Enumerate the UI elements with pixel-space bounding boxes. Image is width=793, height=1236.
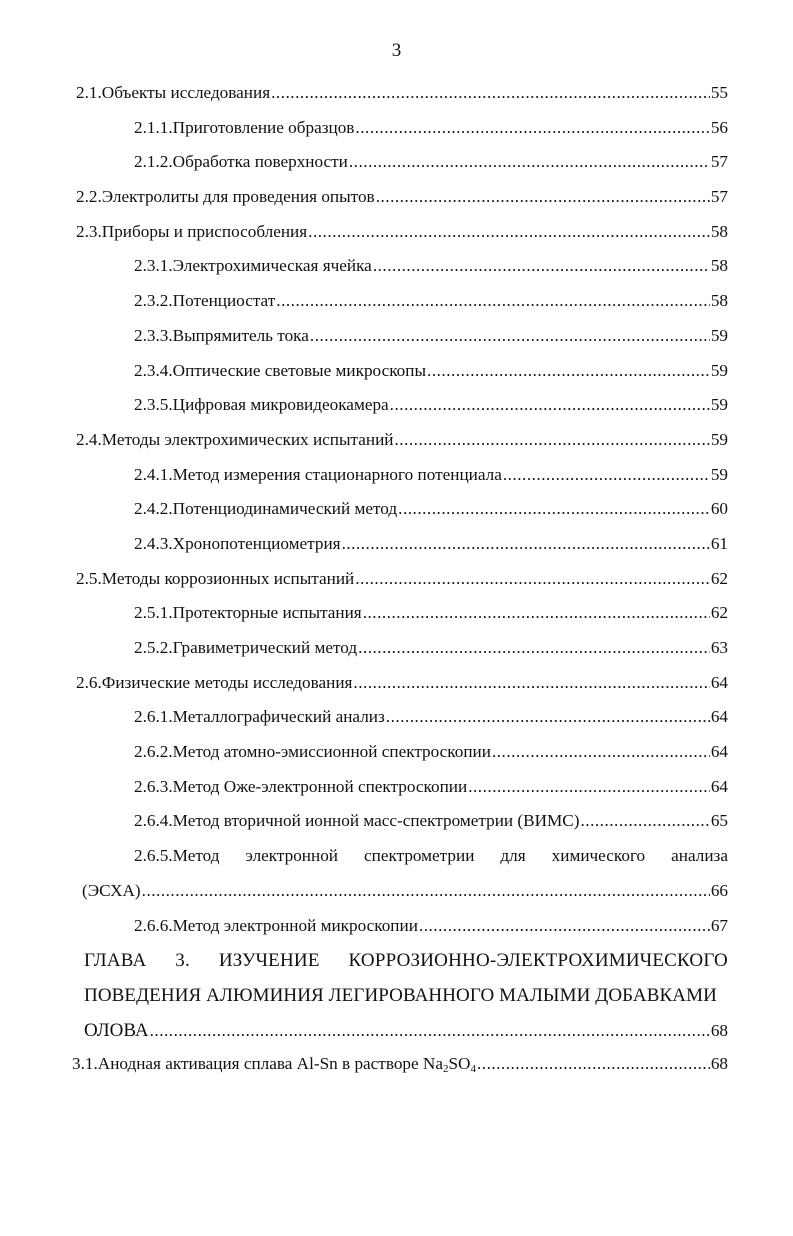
- toc-entry-text: 2.3.2.Потенциостат: [134, 291, 276, 311]
- toc-leader-dots: [492, 742, 710, 762]
- toc-entry-text: 2.6.3.Метод Оже-электронной спектроскопии: [134, 776, 468, 796]
- toc-entry-page: 68: [710, 1054, 728, 1074]
- chapter-word: КОРРОЗИОННО-ЭЛЕКТРОХИМИЧЕСКОГО: [348, 950, 728, 972]
- toc-entry-text: 2.6.4.Метод вторичной ионной масс-спектрометрии (ВИМС): [134, 811, 580, 831]
- toc-entry-text: 2.3.3.Выпрямитель тока: [134, 325, 309, 345]
- toc-leader-dots: [150, 1021, 710, 1041]
- toc-entry-text: 2.2.Электролиты для проведения опытов: [76, 187, 375, 207]
- toc-entry-page: 57: [710, 187, 728, 207]
- toc-leader-dots: [394, 430, 709, 450]
- toc-entry: [76, 569, 728, 604]
- toc-leader-dots: [276, 291, 710, 311]
- chapter-word: ИЗУЧЕНИЕ: [218, 950, 320, 972]
- chapter-3-heading-line3: [76, 1020, 728, 1055]
- toc-leader-dots: [503, 465, 710, 485]
- toc-entry-2-6-5-line1: [76, 846, 728, 881]
- toc-entry-page: 58: [710, 256, 728, 276]
- toc-entry: [76, 430, 728, 465]
- toc-entry: [76, 222, 728, 257]
- toc-entry-text: 2.6.2.Метод атомно-эмиссионной спектроскопии: [134, 742, 491, 762]
- toc-leader-dots: [349, 152, 710, 172]
- toc-entry-3-1: [72, 1054, 728, 1089]
- toc-word: 2.6.5.Метод: [134, 846, 220, 866]
- toc-entry-text: 2.3.Приборы и приспособления: [76, 221, 308, 241]
- toc-entry-page: 65: [710, 811, 728, 831]
- toc-entry-page: 58: [710, 291, 728, 311]
- toc-entry-page: 64: [710, 707, 728, 727]
- toc-entry-page: 59: [710, 464, 728, 484]
- toc-entry-page: 59: [710, 360, 728, 380]
- toc-entries: [76, 83, 728, 846]
- toc-entry-text: 2.5.1.Протекторные испытания: [134, 603, 362, 623]
- toc-entry: [76, 673, 728, 708]
- toc-leader-dots: [363, 603, 710, 623]
- toc-leader-dots: [427, 361, 710, 381]
- toc-entry-text: 2.3.1.Электрохимическая ячейка: [134, 256, 372, 276]
- toc-entry-page: 64: [710, 776, 728, 796]
- toc-entry-text-prefix: 3.1.Анодная активация сплава Al-Sn в растворе Na: [72, 1054, 443, 1074]
- toc-entry-page: 68: [710, 1020, 728, 1040]
- page-number: 3: [391, 40, 402, 61]
- toc-entry-text: 2.3.4.Оптические световые микроскопы: [134, 360, 427, 380]
- toc-word: анализа: [671, 846, 728, 866]
- toc-entry-page: 62: [710, 568, 728, 588]
- toc-entry-page: 59: [710, 395, 728, 415]
- toc-entry: [76, 395, 728, 430]
- toc-entry-page: 64: [710, 672, 728, 692]
- toc-leader-dots: [342, 534, 710, 554]
- toc-leader-dots: [271, 83, 710, 103]
- toc-entry-page: 63: [710, 638, 728, 657]
- toc-leader-dots: [308, 222, 710, 242]
- toc-entry-text: 2.1.2.Обработка поверхности: [134, 152, 348, 172]
- toc-entry-page: 66: [710, 880, 728, 900]
- toc-entry-page: 59: [710, 325, 728, 345]
- toc-entry-text: 2.1.Объекты исследования: [76, 83, 271, 102]
- toc-word: химического: [551, 846, 646, 866]
- toc-leader-dots: [373, 256, 710, 276]
- toc-entry-text: 2.6.1.Металлографический анализ: [134, 707, 385, 727]
- toc-leader-dots: [355, 118, 709, 138]
- toc-entry-text: 2.4.Методы электрохимических испытаний: [76, 429, 394, 449]
- toc-leader-dots: [390, 395, 710, 415]
- toc-entry-2-6-5-line2: [76, 881, 728, 916]
- toc-entry: [76, 83, 728, 118]
- toc-entry: [76, 742, 728, 777]
- toc-leader-dots: [468, 777, 710, 797]
- toc-entry: [76, 811, 728, 846]
- toc-leader-dots: [353, 673, 709, 693]
- toc-leader-dots: [355, 569, 710, 589]
- toc-entry: [76, 326, 728, 361]
- toc-leader-dots: [477, 1054, 710, 1074]
- toc-entry-page: 57: [710, 152, 728, 172]
- toc-leader-dots: [358, 638, 710, 658]
- toc-entry: [76, 361, 728, 396]
- toc-entry-text: (ЭСХА): [82, 880, 141, 900]
- toc-entry-page: 62: [710, 603, 728, 623]
- chapter-3-heading-line2: ПОВЕДЕНИЯ АЛЮМИНИЯ ЛЕГИРОВАННОГО МАЛЫМИ ДОБАВКАМИ: [84, 984, 717, 1006]
- toc-entry: [76, 777, 728, 812]
- toc-entry-text: 2.6.Физические методы исследования: [76, 672, 353, 692]
- toc-entry-text-mid: SO: [448, 1054, 471, 1074]
- toc-entry-page: 58: [710, 221, 728, 241]
- toc-entry: [76, 256, 728, 291]
- toc-leader-dots: [419, 916, 710, 936]
- toc-entry: [76, 118, 728, 153]
- toc-leader-dots: [580, 811, 709, 831]
- toc-entry-text: ОЛОВА: [84, 1019, 149, 1041]
- chapter-word: ГЛАВА: [84, 950, 147, 972]
- toc-entry-text: 2.3.5.Цифровая микровидеокамера: [134, 395, 389, 415]
- toc-entry: [76, 465, 728, 500]
- toc-entry: [76, 603, 728, 638]
- toc-entry-text: 2.4.1.Метод измерения стационарного потенциала: [134, 464, 502, 484]
- toc-entry: [76, 534, 728, 569]
- toc-entry-text: 2.1.1.Приготовление образцов: [134, 117, 355, 137]
- chapter-3-heading-line1: [76, 950, 728, 985]
- toc-entry-page: 67: [710, 915, 728, 935]
- toc-entry-2-6-6: [76, 916, 728, 951]
- toc-entry: [76, 187, 728, 222]
- toc-leader-dots: [142, 881, 710, 901]
- toc-entry-text: 2.5.Методы коррозионных испытаний: [76, 568, 355, 588]
- toc-leader-dots: [310, 326, 710, 346]
- toc-entry-text: [72, 1054, 476, 1074]
- toc-leader-dots: [398, 499, 710, 519]
- subscript: 4: [470, 1063, 476, 1076]
- toc-entry: [76, 499, 728, 534]
- toc-word: электронной: [245, 846, 338, 866]
- toc-entry-page: 56: [710, 117, 728, 137]
- toc-entry: [76, 291, 728, 326]
- table-of-contents: [72, 83, 728, 1089]
- toc-word: для: [500, 846, 526, 866]
- toc-entry: [76, 152, 728, 187]
- toc-entry-page: 61: [710, 533, 728, 553]
- toc-entry: [76, 638, 728, 673]
- toc-entry-text: 2.4.3.Хронопотенциометрия: [134, 533, 341, 553]
- toc-entry-text: 2.5.2.Гравиметрический метод: [134, 638, 358, 657]
- toc-entry-page: 55: [710, 83, 728, 102]
- toc-entry-text: 2.4.2.Потенциодинамический метод: [134, 499, 398, 519]
- subscript: 2: [442, 1063, 449, 1076]
- toc-entry-page: 64: [710, 742, 728, 762]
- toc-entry-page: 59: [710, 429, 728, 449]
- toc-entry-page: 60: [710, 499, 728, 519]
- toc-entry-text: 2.6.6.Метод электронной микроскопии: [134, 915, 418, 935]
- toc-word: спектрометрии: [364, 846, 475, 866]
- chapter-word: 3.: [175, 950, 190, 972]
- toc-entry: [76, 707, 728, 742]
- toc-leader-dots: [376, 187, 710, 207]
- toc-leader-dots: [386, 707, 710, 727]
